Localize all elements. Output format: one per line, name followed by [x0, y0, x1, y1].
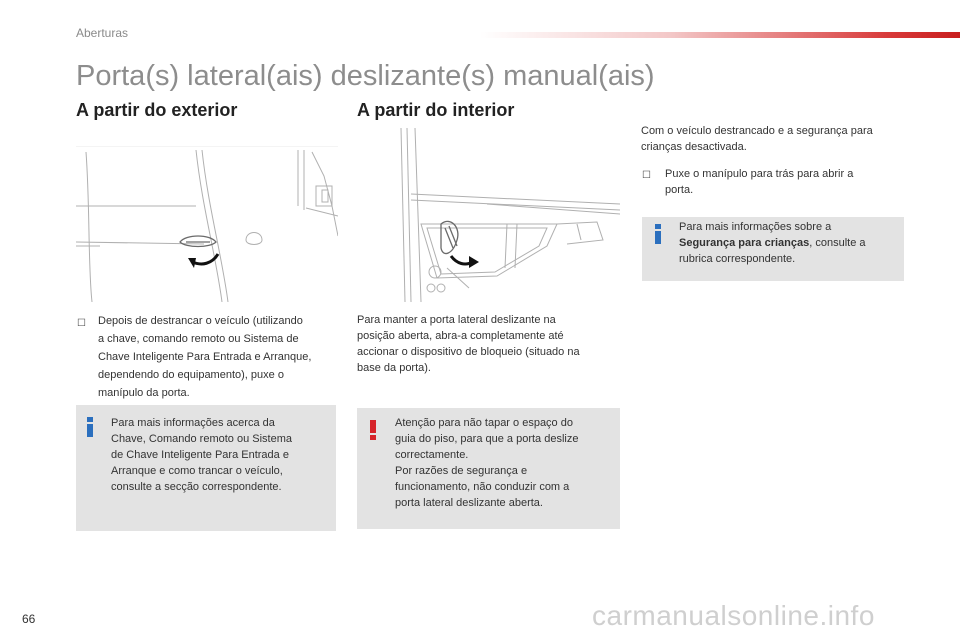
section-label: Aberturas [76, 26, 129, 40]
square-bullet-icon: ☐ [77, 318, 86, 329]
square-bullet-icon: ☐ [642, 170, 651, 181]
child-safety-link-text: Segurança para crianças [679, 237, 810, 249]
info-icon [654, 224, 662, 244]
watermark-logo: carmanualsonline.info [592, 600, 875, 631]
warning-icon [369, 420, 377, 440]
page-title: Porta(s) lateral(ais) deslizante(s) manual(ais) [76, 60, 655, 92]
right-intro-text: Com o veículo destrancado e a segurança para crianças desactivada. [641, 125, 873, 153]
right-bullet-text: Puxe o manípulo para trás para abrir a porta. [665, 168, 854, 196]
info-icon [86, 417, 94, 437]
interior-warning-text: Atenção para não tapar o espaço do guia do piso, para que a porta deslize correctamente. Por razões de segurança e funcionamento, não conduzir com a porta lateral deslizante aberta. [395, 417, 579, 509]
heading-interior: A partir do interior [357, 100, 515, 120]
heading-exterior: A partir do exterior [76, 100, 238, 120]
interior-door-illustration [357, 128, 620, 302]
right-info-text: Para mais informações sobre a Segurança para crianças, consulte a rubrica correspondente. [679, 221, 866, 265]
right-info-box [642, 217, 904, 281]
header-accent-bar [480, 32, 960, 38]
interior-warning-box [357, 408, 620, 529]
exterior-info-text: Para mais informações acerca da Chave, Comando remoto ou Sistema de Chave Inteligente Para Entrada e Arranque e como trancar o veículo, consulte a secção correspondente. [111, 417, 292, 493]
exterior-info-box [76, 405, 336, 531]
exterior-door-illustration [76, 146, 338, 302]
interior-paragraph: Para manter a porta lateral deslizante na posição aberta, abra-a completamente até accionar o dispositivo de bloqueio (situado na base da porta). [357, 314, 580, 374]
page-number: 66 [22, 612, 36, 626]
exterior-bullet-text: Depois de destrancar o veículo (utilizando a chave, comando remoto ou Sistema de Chave Inteligente Para Entrada e Arranque, dependendo do equipamento), puxe o manípulo da porta. [98, 315, 312, 399]
